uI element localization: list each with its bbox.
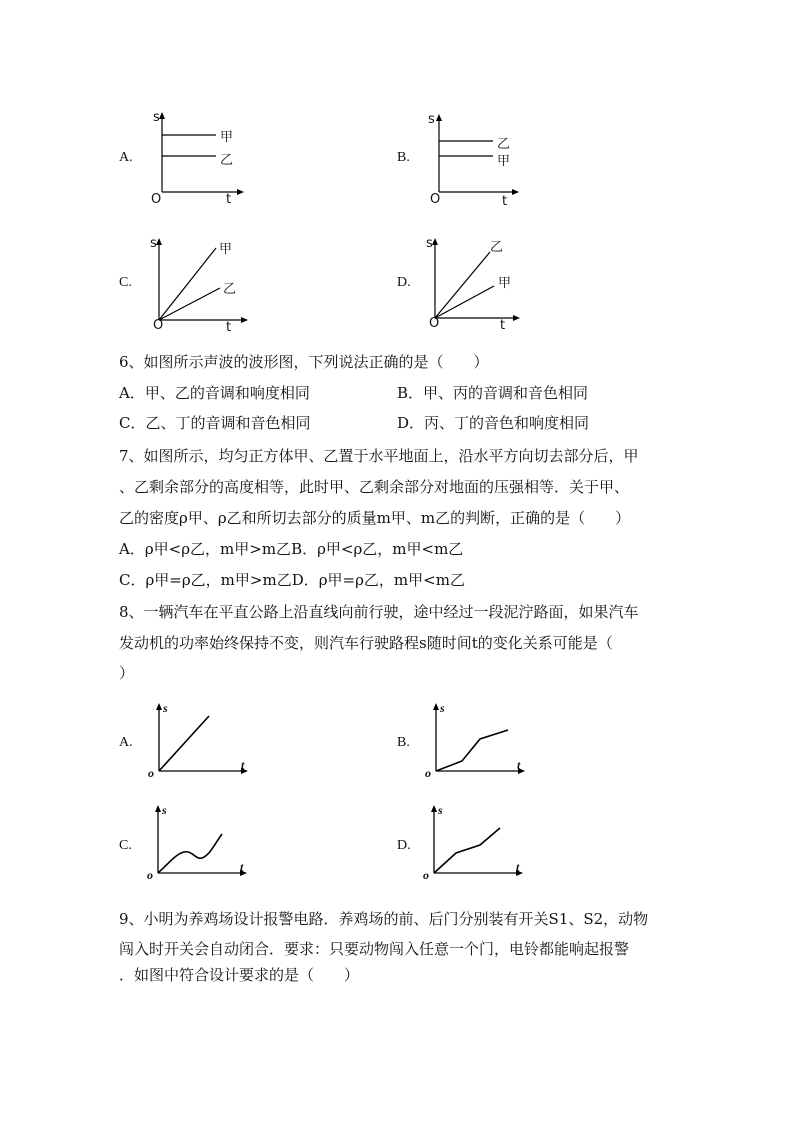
q5-graph-d <box>420 232 530 337</box>
q5-graph-b <box>427 112 527 212</box>
axis-s-label: s <box>153 110 160 125</box>
axis-t-label: t <box>517 758 521 772</box>
axis-s-label: s <box>428 112 435 127</box>
q8-option-a-label: A. <box>119 735 133 750</box>
q8-graph-a <box>145 698 253 784</box>
axis-s-label: s <box>150 236 157 251</box>
axis-s-label: s <box>162 803 167 817</box>
line-label-top: 甲 <box>219 242 233 257</box>
axis-t-label: t <box>226 192 232 207</box>
axis-s-label: s <box>163 701 168 715</box>
q7-line-1: 7、如图所示，均匀正方体甲、乙置于水平地面上，沿水平方向切去部分后，甲 <box>119 447 639 465</box>
q7-option-d: D．ρ甲=ρ乙，m甲<m乙 <box>291 571 465 589</box>
line-label-top: 乙 <box>497 137 511 152</box>
line-label-bottom: 甲 <box>498 276 512 291</box>
q8-line-1: 8、一辆汽车在平直公路上沿直线向前行驶，途中经过一段泥泞路面，如果汽车 <box>119 603 639 621</box>
q8-graph-d <box>420 800 528 886</box>
line-label-top: 乙 <box>490 240 504 255</box>
q7-option-c: C．ρ甲=ρ乙，m甲>m乙 <box>119 571 292 589</box>
q6-option-b: B．甲、丙的音调和音色相同 <box>397 384 589 402</box>
origin-label: o <box>425 766 431 780</box>
q6-option-a: A．甲、乙的音调和响度相同 <box>119 384 310 402</box>
q7-options-ab <box>119 539 463 559</box>
q7-line-3: 乙的密度ρ甲、ρ乙和所切去部分的质量m甲、m乙的判断，正确的是（ ） <box>119 509 631 527</box>
q8-graph-c <box>144 800 252 886</box>
axis-s-label: s <box>426 236 433 251</box>
axis-s-label: s <box>438 803 443 817</box>
axis-t-label: t <box>500 318 506 333</box>
q8-line-3: ） <box>119 664 135 682</box>
axis-t-label: t <box>226 320 232 335</box>
axis-s-label: s <box>440 701 445 715</box>
q6-option-c: C．乙、丁的音调和音色相同 <box>119 414 311 432</box>
q9-line-1: 9、小明为养鸡场设计报警电路．养鸡场的前、后门分别装有开关S1、S2，动物 <box>119 910 649 928</box>
q8-graph-b <box>422 698 530 784</box>
q6-option-d: D．丙、丁的音色和响度相同 <box>397 414 590 432</box>
line-label-bottom: 乙 <box>223 282 237 297</box>
q8-line-2: 发动机的功率始终保持不变，则汽车行驶路程s随时间t的变化关系可能是（ <box>119 634 613 652</box>
line-label-bottom: 乙 <box>220 153 234 168</box>
q5-option-c-label: C. <box>119 275 132 290</box>
axis-t-label: t <box>502 194 508 209</box>
origin-label: O <box>151 192 162 207</box>
q7-option-b: B．ρ甲<ρ乙，m甲<m乙 <box>291 540 464 558</box>
origin-label: o <box>147 868 153 882</box>
q6-stem: 6、如图所示声波的波形图，下列说法正确的是（ ） <box>119 353 489 371</box>
origin-label: o <box>148 766 154 780</box>
axis-t-label: t <box>241 758 245 772</box>
origin-label: O <box>430 192 441 207</box>
q9-line-3: ．如图中符合设计要求的是（ ） <box>119 966 360 984</box>
q5-option-a-label: A. <box>119 150 133 165</box>
q7-options-cd <box>119 570 465 590</box>
q8-option-c-label: C. <box>119 838 132 853</box>
q7-option-a: A．ρ甲<ρ乙，m甲>m乙 <box>119 540 292 558</box>
q5-graph-a <box>148 110 248 210</box>
origin-label: O <box>429 316 440 331</box>
axis-t-label: t <box>516 860 520 874</box>
q9-line-2: 闯入时开关会自动闭合．要求：只要动物闯入任意一个门，电铃都能响起报警 <box>119 940 630 958</box>
q7-line-2: 、乙剩余部分的高度相等，此时甲、乙剩余部分对地面的压强相等．关于甲、 <box>119 478 630 496</box>
origin-label: o <box>423 868 429 882</box>
q5-graph-c <box>144 232 254 337</box>
q5-option-b-label: B. <box>397 150 410 165</box>
q5-option-d-label: D. <box>397 275 411 290</box>
line-label-top: 甲 <box>220 130 234 145</box>
axis-t-label: t <box>240 860 244 874</box>
q8-option-d-label: D. <box>397 838 411 853</box>
line-label-bottom: 甲 <box>497 154 511 169</box>
q8-option-b-label: B. <box>397 735 410 750</box>
origin-label: O <box>153 318 164 333</box>
